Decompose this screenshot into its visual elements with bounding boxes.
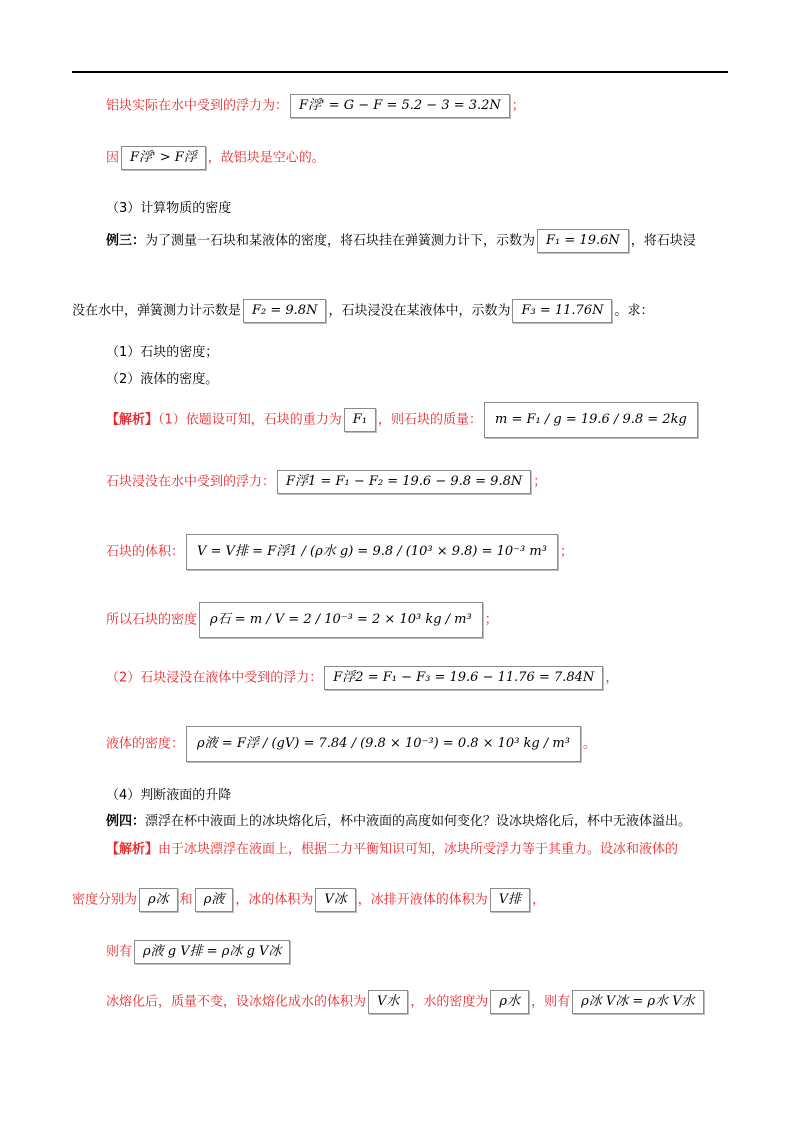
section-heading-3 [106,199,231,219]
text: 和 [179,892,193,908]
question-1 [106,343,218,363]
solution-line-1 [106,402,700,438]
formula-box: F浮' = G − F = 5.2 − 3 = 3.2N [290,94,510,118]
formula-box: ρ冰 [139,888,178,912]
formula-box: V水 [368,990,408,1014]
text: 没在水中，弹簧测力计示数是 [72,303,242,319]
text: ， [532,892,546,908]
solution-label: 【解析】 [106,842,159,857]
example-label: 例三： [106,233,146,249]
formula-box: F₁ [344,408,376,432]
text: ， [605,670,619,686]
text: （1）石块的密度； [106,345,219,360]
formula-box: V = V排 = F浮1 / (ρ水 g) = 9.8 / (10³ × 9.8) = 10⁻³ m³ [186,534,558,570]
text: 由于冰块漂浮在液面上，根据二力平衡知识可知，冰块所受浮力等于其重力。设冰和液体的 [158,842,679,857]
question-2 [106,370,218,390]
example-3-line-2 [72,299,653,323]
heading-text: （4）判断液面的升降 [106,788,232,803]
text: ，则有 [531,994,571,1010]
solution-line-2 [106,470,546,494]
solution-label: 【解析】 [106,412,159,428]
text: 则有 [106,944,133,960]
text: ，冰排开液体的体积为 [357,892,488,908]
text: ； [511,98,525,114]
formula-box: V排 [490,888,530,912]
text: 密度分别为 [72,892,138,908]
formula-box: ρ水 [490,990,529,1014]
formula-box: F₃ = 11.76N [512,299,612,323]
text: ； [533,474,547,490]
solution-line-4 [106,602,498,638]
text: ，冰的体积为 [235,892,314,908]
aluminum-buoyancy-line [106,94,525,118]
text: 石块的体积： [106,544,185,560]
text: ，水的密度为 [410,994,489,1010]
aluminum-hollow-line [106,146,325,170]
text: ，石块浸没在某液体中，示数为 [328,303,511,319]
text: （2）液体的密度。 [106,372,219,387]
solution-4-line-2 [72,888,545,912]
text: 。 [582,736,596,752]
text: ； [484,612,498,628]
solution-4-line-3 [106,940,292,964]
formula-box: V冰 [315,888,355,912]
text: （1）依题设可知，石块的重力为 [158,412,342,428]
formula-box: F浮' > F浮 [121,146,206,170]
example-label: 例四： [106,814,146,829]
text: （2）石块浸没在液体中受到的浮力： [106,670,323,686]
formula-box: ρ液 [195,888,234,912]
formula-box: ρ石 = m / V = 2 / 10⁻³ = 2 × 10³ kg / m³ [199,602,483,638]
formula-box: m = F₁ / g = 19.6 / 9.8 = 2kg [484,402,698,438]
text: ，故铝块是空心的。 [207,150,325,166]
text: ，则石块的质量： [378,412,483,428]
formula-box: F浮2 = F₁ − F₃ = 19.6 − 11.76 = 7.84N [324,666,603,690]
example-3-line [106,229,696,253]
formula-box: F₁ = 19.6N [537,229,629,253]
solution-line-3 [106,534,573,570]
header-rule [72,71,728,73]
formula-box: F₂ = 9.8N [243,299,326,323]
text: 。求： [614,303,654,319]
formula-box: ρ液 g V排 = ρ冰 g V冰 [134,940,290,964]
text: 石块浸没在水中受到的浮力： [106,474,276,490]
formula-box: F浮1 = F₁ − F₂ = 19.6 − 9.8 = 9.8N [277,470,531,494]
formula-box: ρ冰 V冰 = ρ水 V水 [572,990,703,1014]
heading-text: （3）计算物质的密度 [106,201,232,216]
solution-line-5 [106,666,618,690]
solution-line-6 [106,726,596,762]
text: 铝块实际在水中受到的浮力为： [106,98,289,114]
text: ； [559,544,573,560]
text: 所以石块的密度 [106,612,198,628]
example-4-line [106,812,691,832]
text: 为了测量一石块和某液体的密度，将石块挂在弹簧测力计下，示数为 [145,233,536,249]
text: 因 [106,150,120,166]
formula-box: ρ液 = F浮 / (gV) = 7.84 / (9.8 × 10⁻³) = 0.8 × 10³ kg / m³ [186,726,581,762]
text: 漂浮在杯中液面上的冰块熔化后，杯中液面的高度如何变化？设冰块熔化后，杯中无液体溢出。 [145,814,692,829]
text: ，将石块浸 [630,233,696,249]
solution-4-line-4 [106,990,706,1014]
text: 液体的密度： [106,736,185,752]
section-heading-4 [106,786,231,806]
solution-4-line-1 [106,840,678,860]
text: 冰熔化后，质量不变，设冰熔化成水的体积为 [106,994,367,1010]
